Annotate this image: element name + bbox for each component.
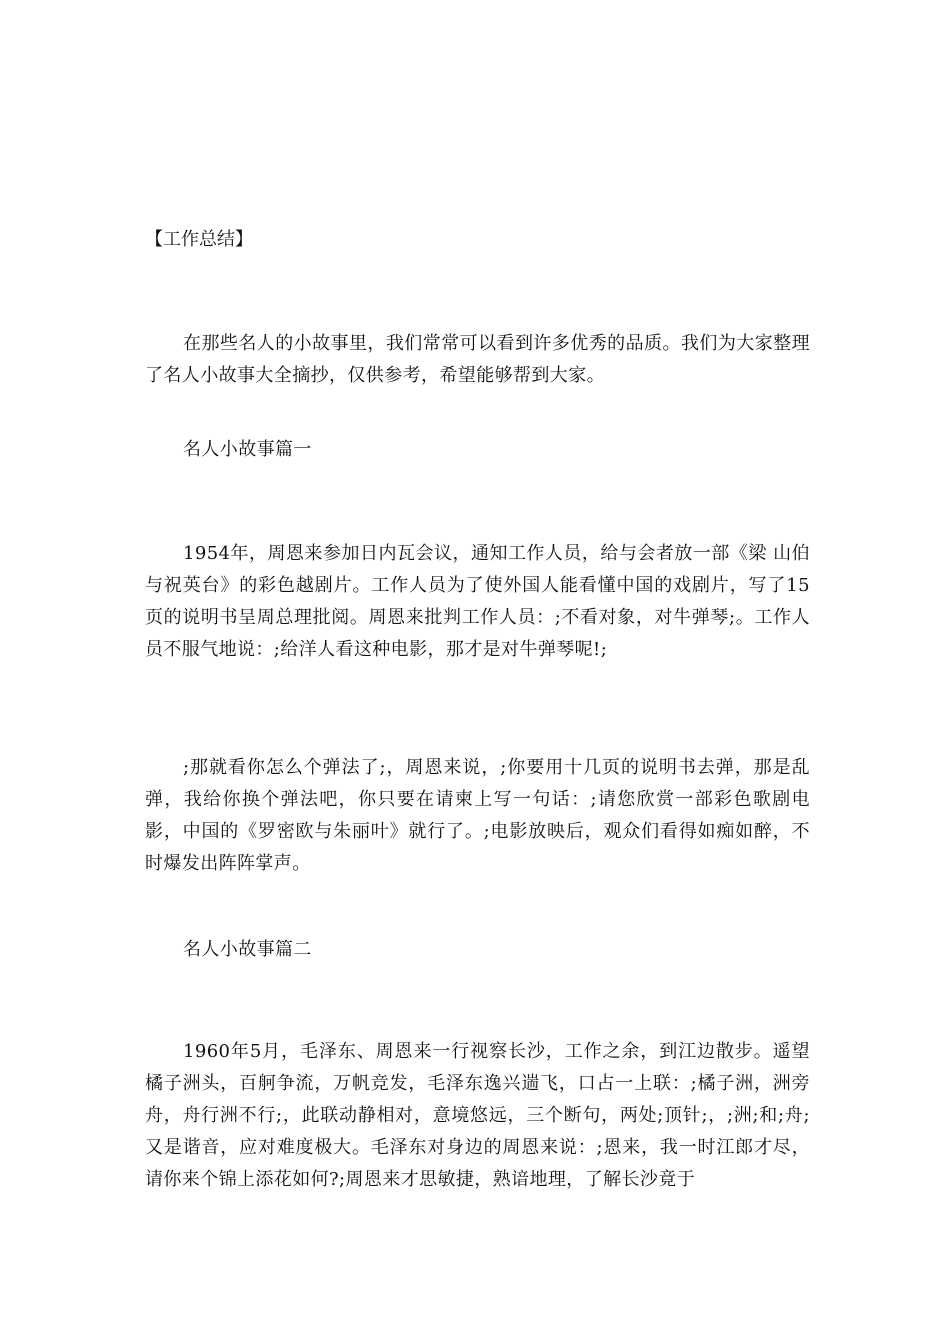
intro-paragraph: 在那些名人的小故事里，我们常常可以看到许多优秀的品质。我们为大家整理了名人小故事大全摘抄，仅供参考，希望能够帮到大家。: [145, 333, 810, 386]
section-2-title: 名人小故事篇二: [183, 939, 312, 960]
section-1-paragraph-2: ;那就看你怎么个弹法了;，周恩来说，;你要用十几页的说明书去弹，那是乱弹，我给你换个弹法吧，你只要在请柬上写一句话：;请您欣赏一部彩色歌剧电影，中国的《罗密欧与朱丽叶》就行了。;电影放映后，观众们看得如痴如醉，不时爆发出阵阵掌声。: [145, 757, 810, 874]
section-1-paragraph-1: 1954年，周恩来参加日内瓦会议，通知工作人员，给与会者放一部《梁 山伯与祝英台》的彩色越剧片。工作人员为了使外国人能看懂中国的戏剧片，写了15页的说明书呈周总理批阅。周恩来批判工作人员：;不看对象，对牛弹琴;。工作人员不服气地说：;给洋人看这种电影，那才是对牛弹琴呢!;: [145, 543, 810, 660]
section-1-title: 名人小故事篇一: [183, 439, 312, 460]
section-2-paragraph-1: 1960年5月，毛泽东、周恩来一行视察长沙，工作之余，到江边散步。遥望橘子洲头，百舸争流，万帆竞发，毛泽东逸兴遄飞，口占一上联：;橘子洲，洲旁 舟，舟行洲不行;，此联动静相对，意境悠远，三个断句，两处;顶针;，;洲;和;舟;又是谐音，应对难度极大。毛泽东对身边的周恩来说：;恩来，我一时江郎才尽，请你来个锦上添花如何?;周恩来才思敏捷，熟谙地理，了解长沙竟于: [145, 1041, 810, 1190]
document-tag: 【工作总结】: [145, 229, 253, 250]
